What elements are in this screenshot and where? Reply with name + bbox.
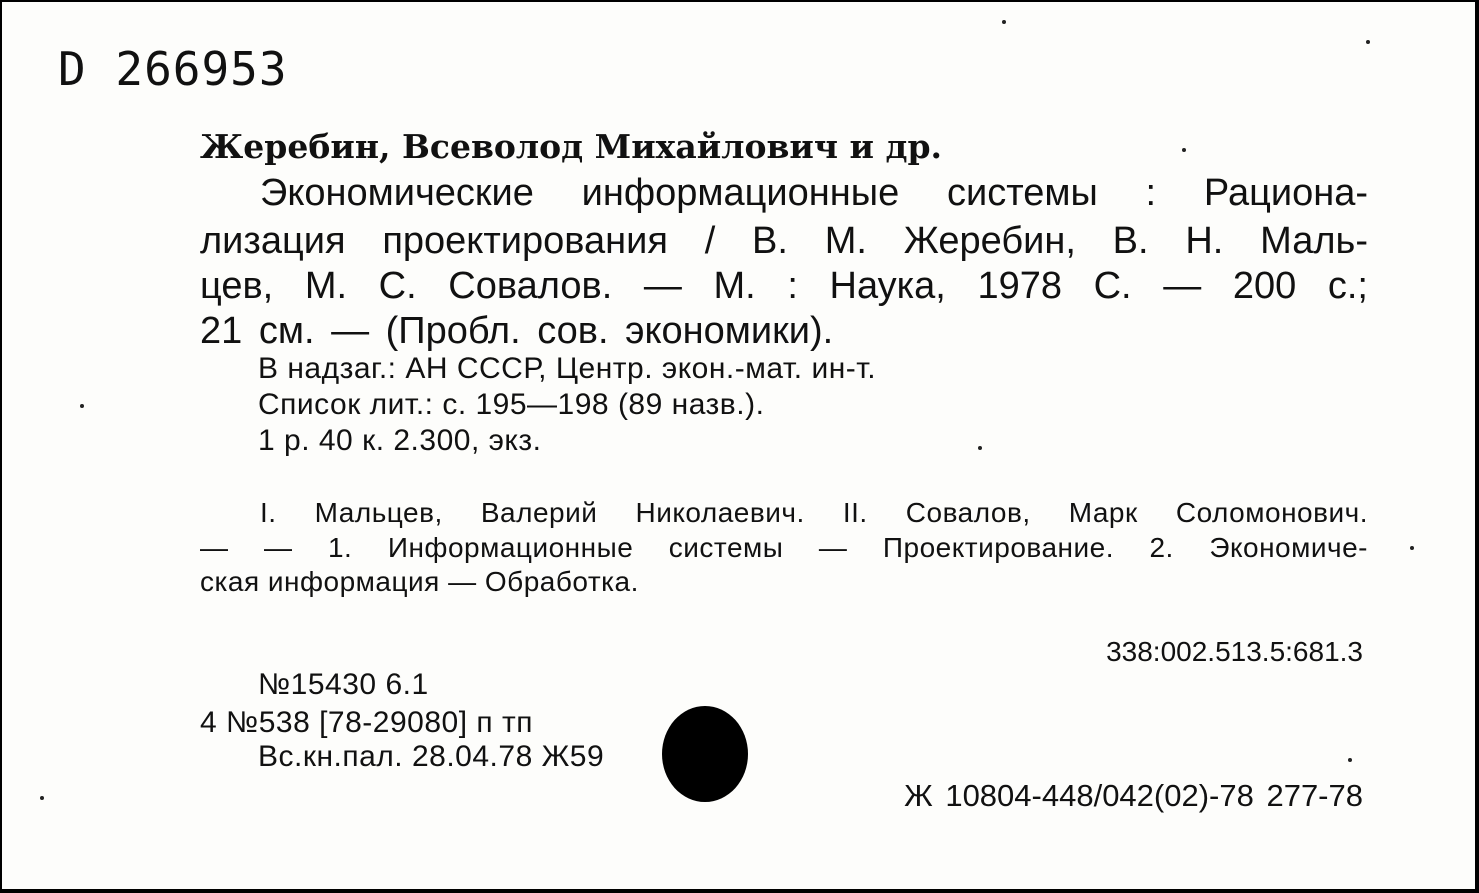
udc-index: 338:002.513.5:681.3 bbox=[1106, 636, 1363, 667]
tracing-line-2: — — 1. Информационные системы — Проектирование. 2. Экономиче- bbox=[200, 532, 1368, 563]
dust-speck bbox=[40, 796, 44, 800]
catalog-card bbox=[2, 2, 1475, 889]
note-bibliography: Список лит.: с. 195—198 (89 назв.). bbox=[258, 388, 765, 421]
tracing-line-1: I. Мальцев, Валерий Николаевич. II. Совалов, Марк Соломонович. bbox=[260, 497, 1368, 528]
author-heading: Жеребин, Всеволод Михайлович и др. bbox=[200, 127, 943, 166]
title-line-4: 21 см. — (Пробл. сов. экономики). bbox=[200, 310, 834, 352]
dust-speck bbox=[1348, 758, 1352, 762]
library-mark-2: 4 №538 [78-29080] п тп bbox=[200, 706, 533, 739]
dust-speck bbox=[1366, 40, 1370, 44]
dust-speck bbox=[1182, 148, 1186, 152]
note-header: В надзаг.: АН СССР, Центр. экон.-мат. ин-т. bbox=[258, 352, 877, 385]
punch-hole bbox=[662, 706, 748, 802]
call-number: D 266953 bbox=[58, 42, 288, 96]
dust-speck bbox=[80, 404, 84, 408]
title-line-2: лизация проектирования / В. М. Жеребин, В. Н. Маль- bbox=[200, 220, 1368, 262]
dust-speck bbox=[1410, 546, 1414, 550]
title-line-1: Экономические информационные системы : Рациона- bbox=[260, 172, 1368, 214]
library-mark-3: Вс.кн.пал. 28.04.78 Ж59 bbox=[258, 740, 605, 773]
dust-speck bbox=[978, 446, 982, 450]
tracing-line-3: ская информация — Обработка. bbox=[200, 566, 639, 597]
code-line: Ж 10804-448/042(02)-78 277-78 bbox=[904, 778, 1363, 813]
dust-speck bbox=[1002, 20, 1006, 24]
library-mark-1: №15430 6.1 bbox=[258, 668, 429, 701]
note-price: 1 р. 40 к. 2.300, экз. bbox=[258, 424, 542, 457]
title-line-3: цев, М. С. Совалов. — М. : Наука, 1978 С. — 200 с.; bbox=[200, 265, 1368, 307]
